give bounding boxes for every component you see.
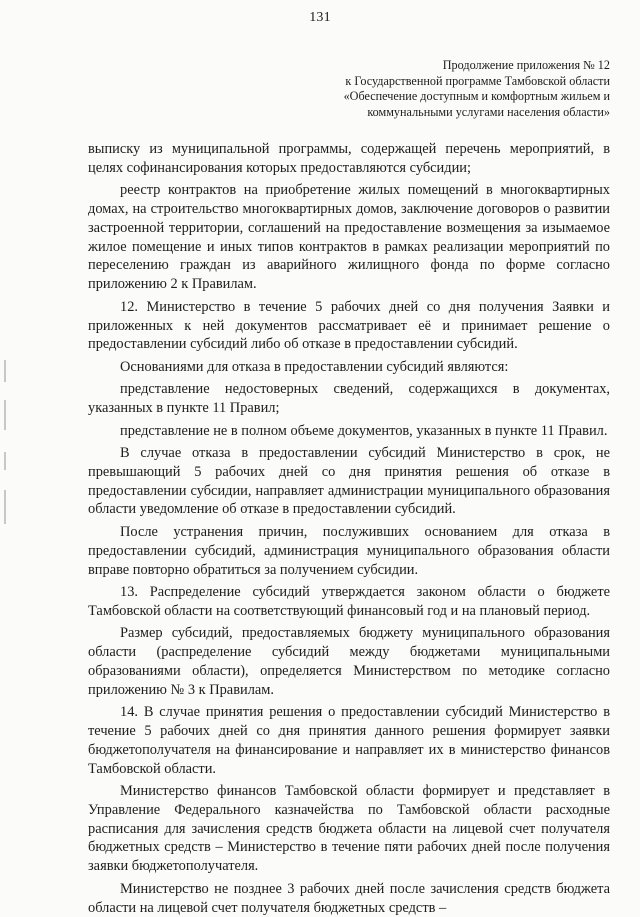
header-line-1: Продолжение приложения № 12 — [442, 58, 610, 72]
document-body — [88, 140, 610, 917]
paragraph: Министерство финансов Тамбовской области формирует и представляет в Управление Федерального казначейства по Тамбовской области расходные расписания для зачисления средств бюджета области на лицевой счет получателя бюджетных средств – Министерство в течение пяти рабочих дней после получения заявки бюджетополучателя. — [88, 783, 610, 875]
paragraph: После устранения причин, послуживших основанием для отказа в предоставлении субсидий, администрация муниципального образования области вправе повторно обратиться за получением субсидии. — [88, 523, 610, 578]
paragraph: представление не в полном объеме документов, указанных в пункте 11 Правил. — [120, 422, 608, 439]
paragraph: Министерство не позднее 3 рабочих дней после зачисления средств бюджета области на лицевой счет получателя бюджетных средств – — [88, 880, 610, 916]
paragraph: представление недостоверных сведений, содержащихся в документах, указанных в пункте 11 Правил; — [88, 381, 610, 417]
paragraph: Размер субсидий, предоставляемых бюджету муниципального образования области (распределение субсидий между бюджетами муниципальными образованиями области), определяется Министерством по методике согласно приложению № 3 к Правилам. — [88, 625, 610, 698]
paragraph: реестр контрактов на приобретение жилых помещений в многоквартирных домах, на строительство многоквартирных домов, заключение договоров о развитии застроенной территории, соглашений на предоставление возмещения за изымаемое жилое помещение и иных типов контрактов в рамках реализации мероприятий по переселению граждан из аварийного жилищного фонда по форме согласно приложению 2 к Правилам. — [88, 182, 610, 293]
paragraph: В случае отказа в предоставлении субсидий Министерство в срок, не превышающий 5 рабочих дней со дня принятия решения об отказе в предоставлении субсидии, направляет администрации муниципального образования области уведомление об отказе в предоставлении субсидий. — [88, 445, 610, 518]
page-number: 131 — [309, 10, 331, 25]
binding-marks — [2, 360, 8, 540]
header-line-2: к Государственной программе Тамбовской области — [345, 73, 610, 88]
paragraph: 13. Распределение субсидий утверждается законом области о бюджете Тамбовской области на соответствующий финансовый год и на плановый период. — [88, 584, 610, 619]
paragraph: 12. Министерство в течение 5 рабочих дней со дня получения Заявки и приложенных к ней документов рассматривает её и принимает решение о предоставлении субсидий либо об отказе в предоставлении субсидий. — [88, 298, 610, 353]
paragraph: 14. В случае принятия решения о предоставлении субсидий Министерство в течение 5 рабочих дней со дня принятия данного решения формирует заявки бюджетополучателя на финансирование и направляет их в министерство финансов Тамбовской области. — [88, 704, 610, 777]
paragraph: Основаниями для отказа в предоставлении субсидий являются: — [120, 358, 509, 375]
appendix-header — [310, 58, 610, 120]
header-line-3: «Обеспечение доступным и комфортным жильем и — [343, 89, 610, 104]
paragraph: выписку из муниципальной программы, содержащей перечень мероприятий, в целях софинансирования которых предоставляются субсидии; — [88, 141, 610, 176]
header-line-4: коммунальными услугами населения области» — [367, 104, 610, 119]
